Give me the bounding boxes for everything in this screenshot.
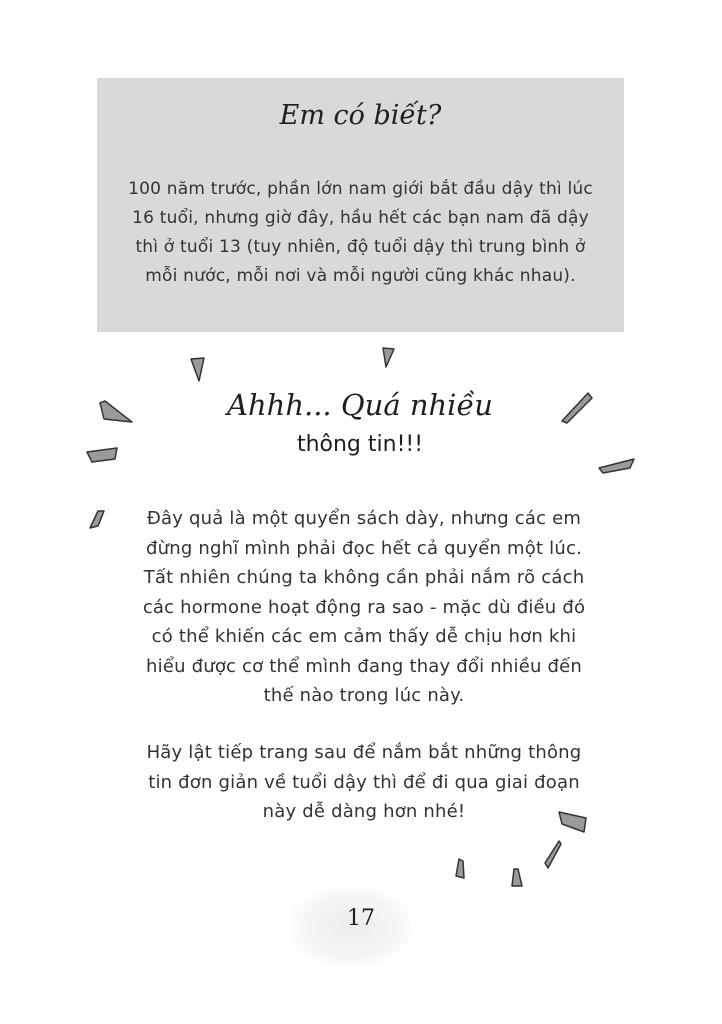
burst-shard-icon [596, 456, 638, 476]
section-heading-line2: thông tin!!! [296, 432, 424, 457]
burst-shard-icon [540, 838, 564, 872]
burst-shard-icon [96, 398, 136, 428]
burst-shard-icon [452, 856, 468, 882]
burst-shard-icon [86, 508, 108, 532]
burst-shard-icon [84, 444, 120, 466]
body-paragraph-2: Hãy lật tiếp trang sau để nắm bắt những thông tin đơn giản về tuổi dậy thì để đi qua giai đoạn này dễ dàng hơn nhé! [146, 742, 582, 822]
burst-shard-icon [556, 808, 590, 836]
section-heading [180, 385, 540, 465]
body-paragraph-1: Đây quả là một quyển sách dày, nhưng các em đừng nghĩ mình phải đọc hết cả quyển một lúc. Tất nhiên chúng ta không cần phải nắm rõ cách các hormone hoạt động ra sao - mặc dù điều đó có thể khiến các em cảm thấy dễ chịu hơn khi hiểu được cơ thể mình đang thay đổi nhiều đến thế nào trong lúc này. [142, 508, 586, 706]
burst-shard-icon [508, 866, 526, 890]
did-you-know-body: 100 năm trước, phần lớn nam giới bắt đầu dậy thì lúc 16 tuổi, nhưng giờ đây, hầu hết các bạn nam đã dậy thì ở tuổi 13 (tuy nhiên, độ tuổi dậy thì trung bình ở mỗi nước, mỗi nơi và mỗi người cũng khác nhau). [128, 179, 593, 286]
burst-shard-icon [378, 345, 398, 371]
section-heading-line1: Ahhh... Quá nhiều [227, 388, 493, 422]
burst-shard-icon [188, 356, 208, 386]
did-you-know-title: Em có biết? [279, 100, 442, 131]
did-you-know-box [97, 78, 624, 332]
burst-shard-icon [558, 390, 596, 426]
page-number: 17 [347, 906, 375, 931]
